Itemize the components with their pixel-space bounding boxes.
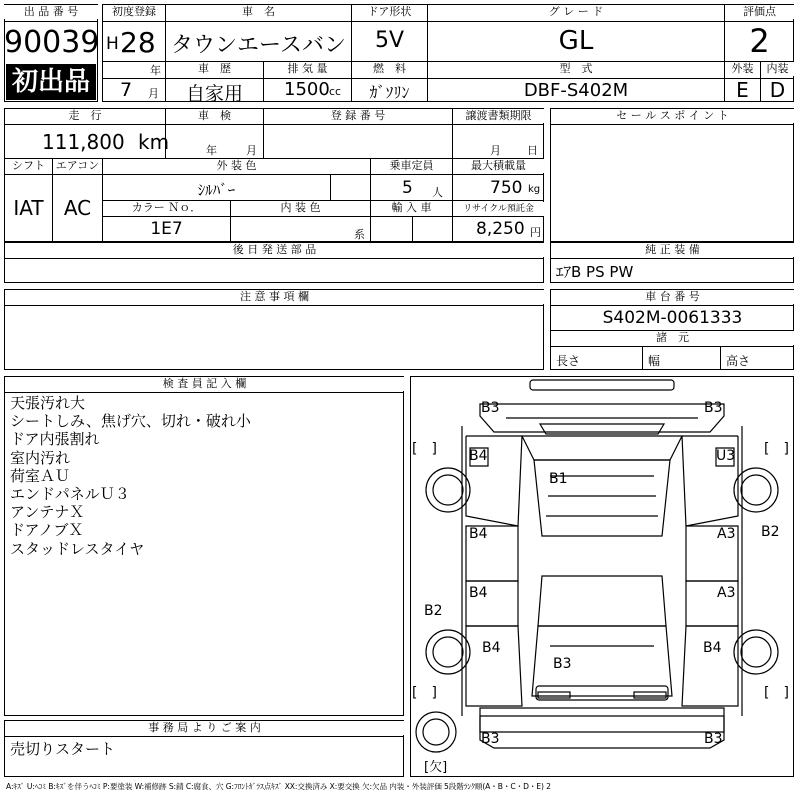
deadline-day-unit: 日 (527, 144, 538, 157)
office-notes-label: 事 務 局 よ り ご 案 内 (5, 721, 404, 735)
length-label: 長さ (556, 354, 581, 368)
mark-b4-rear-right: B4 (703, 640, 722, 656)
exterior-color-value: ｼﾙﾊﾞｰ (197, 181, 236, 199)
interior-value: D (769, 78, 786, 102)
registration-label: 登 録 番 号 (264, 109, 452, 123)
dimensions-label: 諸 元 (551, 331, 794, 345)
mark-b4-left-door2: B4 (469, 585, 488, 601)
note-line: 天張汚れ大 (10, 394, 86, 412)
inspector-notes-label: 検 査 員 記 入 欄 (5, 377, 404, 391)
transfer-deadline-label: 譲渡書類期限 (453, 109, 544, 123)
mark-b3-rear: B3 (553, 656, 572, 672)
note-line: ドア内張割れ (10, 430, 100, 449)
note-line: エンドパネルＵ３ (10, 485, 130, 504)
equipment-value: ｴｱB PS PW (556, 263, 634, 281)
note-line: アンテナＸ (10, 503, 85, 522)
door-type-label: ドア形状 (352, 5, 427, 19)
cc-unit: cc (329, 85, 342, 98)
car-name-label: 車 名 (166, 5, 351, 19)
chassis-value: S402M-0061333 (602, 308, 743, 328)
displacement-value: 1500 (284, 79, 330, 100)
mark-b4-rear-left: B4 (482, 640, 501, 656)
inspection-label: 車 検 (166, 109, 263, 123)
score-label: 評価点 (725, 5, 794, 19)
mileage-label: 走 行 (5, 109, 165, 123)
bracket-rear-left: [ ] (412, 685, 437, 701)
height-label: 高さ (726, 354, 751, 368)
model-value: DBF-S402M (523, 80, 629, 101)
door-type-value: 5V (374, 28, 405, 53)
sales-point-label: セ ー ル ス ポ イ ン ト (551, 109, 794, 123)
first-listing-badge: 初出品 (6, 64, 96, 100)
mark-b4-front-left: B4 (469, 448, 488, 464)
history-label: 車 歴 (166, 62, 263, 76)
mark-a3-right-door2: A3 (717, 585, 736, 601)
office-notes-value: 売切りスタート (10, 740, 116, 758)
exterior-value: E (736, 78, 749, 102)
sales-point-box (550, 108, 794, 242)
lot-number-label: 出 品 番 号 (4, 5, 98, 19)
person-unit: 人 (432, 186, 443, 199)
color-number-label: カラー Ｎｏ． (103, 201, 230, 215)
car-name-value: タウンエースバン (171, 33, 346, 58)
history-value: 自家用 (185, 83, 243, 105)
month-value: 7 (120, 79, 133, 101)
bracket-rear-right: [ ] (764, 685, 789, 701)
recycle-label: リサイクル預託金 (453, 202, 544, 216)
interior-label: 内装 (761, 62, 794, 76)
mark-b4-left-door1: B4 (469, 526, 488, 542)
mark-b3-top-left: B3 (481, 400, 500, 416)
inspector-notes-list (10, 394, 400, 558)
note-line: 荷室ＡＵ (10, 466, 71, 485)
mark-u3-front-right: U3 (716, 448, 736, 464)
color-number-value: 1E7 (150, 219, 183, 239)
bracket-front-right: [ ] (764, 441, 789, 457)
month-unit: 月 (148, 87, 159, 100)
grade-label: グ レ ー ド (428, 5, 724, 19)
yen-unit: 円 (530, 226, 541, 239)
km-unit: km (138, 130, 170, 154)
spare-tire-missing: [欠] (424, 760, 448, 775)
max-load-label: 最大積載量 (453, 159, 544, 173)
mark-b1-roof: B1 (549, 471, 568, 487)
equipment-label: 純 正 装 備 (551, 243, 794, 257)
model-label: 型 式 (428, 62, 724, 76)
mark-b3-bottom-right: B3 (704, 731, 723, 747)
note-line: スタッドレスタイヤ (10, 539, 145, 558)
mark-b2-right: B2 (761, 524, 780, 540)
year-unit: 年 (150, 64, 161, 77)
import-label: 輸 入 車 (371, 201, 452, 215)
lot-number-value: 90039 (4, 25, 100, 60)
mark-b3-bottom-left: B3 (481, 731, 500, 747)
mark-b2-left: B2 (424, 603, 443, 619)
legend-text: A:ｷｽﾞ U:ﾍｺﾐ B:ｷｽﾞを伴うﾍｺﾐ P:要塗装 W:補修跡 S:錆 C:腐食、穴 G:ﾌﾛﾝﾄｶﾞﾗｽ点ｷｽﾞ XX:交換済み X:要交換 欠:欠品 内装・外装評価 5段階ﾗﾝｸ順(A・B・C・D・E) 2 (6, 782, 551, 791)
bracket-front-left: [ ] (412, 441, 437, 457)
displacement-label: 排 気 量 (264, 62, 351, 76)
recycle-value: 8,250 (476, 219, 525, 239)
aircon-value: AC (63, 196, 92, 220)
mark-b3-top-right: B3 (704, 400, 723, 416)
shift-label: シフト (5, 159, 52, 173)
series-unit: 系 (354, 228, 365, 241)
later-parts-label: 後 日 発 送 部 品 (5, 243, 544, 257)
deadline-month-unit: 月 (490, 144, 501, 157)
capacity-label: 乗車定員 (371, 159, 452, 173)
kg-unit: kg (528, 184, 541, 195)
mileage-value: 111,800 (42, 130, 125, 154)
chassis-label: 車 台 番 号 (551, 290, 794, 304)
inspection-month-unit: 月 (246, 144, 257, 157)
grade-value: GL (558, 26, 594, 56)
exterior-color-label: 外 装 色 (103, 159, 370, 173)
fuel-label: 燃 料 (352, 62, 427, 76)
car-diagram (410, 376, 794, 777)
width-label: 幅 (648, 354, 661, 368)
note-line: 室内汚れ (10, 448, 71, 467)
capacity-value: 5 (402, 178, 413, 198)
interior-color-label: 内 装 色 (231, 201, 370, 215)
mark-a3-right-door1: A3 (717, 526, 736, 542)
inspection-year-unit: 年 (206, 144, 217, 157)
note-line: シートしみ、焦げ穴、切れ・破れ小 (10, 412, 251, 431)
year-value: 28 (120, 26, 156, 59)
first-registration-label: 初度登録 (103, 5, 165, 19)
aircon-label: エアコン (53, 159, 102, 173)
score-value: 2 (749, 22, 770, 60)
exterior-label: 外装 (725, 62, 760, 76)
caution-label: 注 意 事 項 欄 (5, 290, 544, 304)
shift-value: IAT (13, 196, 44, 220)
era-value: H (106, 34, 119, 54)
note-line: ドアノブＸ (10, 521, 84, 540)
details-table (4, 108, 544, 242)
fuel-value: ｶﾞｿﾘﾝ (369, 83, 410, 102)
max-load-value: 750 (490, 178, 523, 198)
